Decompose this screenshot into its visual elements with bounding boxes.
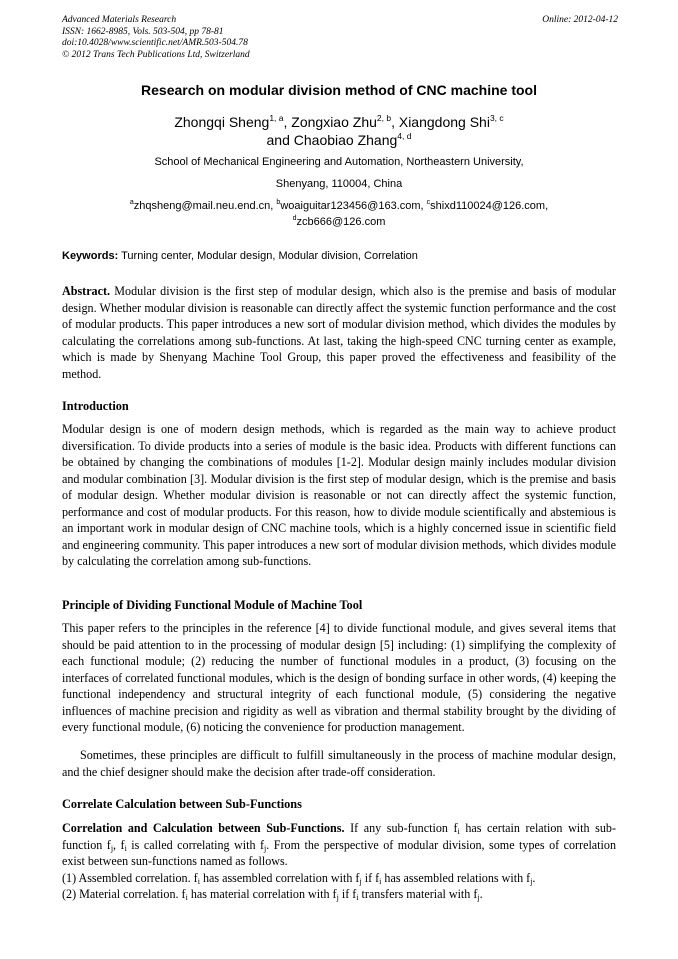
- text-run: is called correlating with f: [126, 837, 265, 852]
- author-list: [62, 113, 616, 149]
- subscript: i: [457, 827, 460, 836]
- subscript: j: [264, 843, 267, 853]
- abstract-label: Abstract.: [62, 284, 111, 298]
- section-heading-correlate: Correlate Calculation between Sub-Functions: [62, 797, 302, 811]
- subscript: i: [124, 843, 127, 853]
- author-email[interactable]: shixd110024@126.com,: [430, 200, 549, 212]
- author-affiliation-mark: 3, c: [489, 113, 504, 123]
- text-run: , f: [113, 837, 125, 852]
- journal-header: [62, 15, 618, 61]
- keywords-label: Keywords:: [62, 250, 119, 262]
- email-mark: d: [292, 215, 297, 222]
- author-name: Zongxiao Zhu: [291, 114, 377, 130]
- subscript: i: [379, 876, 382, 886]
- text-run: if f: [361, 870, 380, 885]
- principle-paragraph-2: Sometimes, these principles are difficult to fulfill simultaneously in the process of machine modular design, and the chief designer should make the decision after trade-off consideration.: [62, 748, 616, 779]
- abstract: [62, 283, 616, 382]
- text-run: .: [532, 870, 536, 885]
- paper-title: Research on modular division method of CNC machine tool: [141, 82, 537, 98]
- subscript: i: [185, 893, 188, 902]
- copyright-line: © 2012 Trans Tech Publications Ltd, Switzerland: [62, 49, 250, 60]
- journal-name: Advanced Materials Research: [62, 15, 177, 25]
- text-run: .: [479, 887, 483, 901]
- text-run: . From the perspective of modular division, some types of correlation exist between sun-functions named as follows.: [62, 837, 616, 868]
- list-item-assembled: (1) Assembled correlation. f: [62, 870, 198, 885]
- author-email[interactable]: zcb666@126.com: [296, 216, 386, 228]
- author-name: Zhongqi Sheng: [174, 114, 270, 130]
- author-separator: ,: [391, 114, 399, 130]
- doi-line: doi:10.4028/www.scientific.net/AMR.503-504.78: [62, 38, 248, 48]
- subsection-lead: Correlation and Calculation between Sub-Functions.: [62, 821, 345, 835]
- subscript: i: [197, 876, 200, 886]
- text-run: has assembled relations with f: [381, 870, 531, 885]
- online-date: Online: 2012-04-12: [542, 15, 618, 25]
- email-mark: a: [129, 199, 134, 206]
- list-item-material: (2) Material correlation. f: [62, 887, 186, 901]
- correlate-paragraph: [62, 820, 616, 903]
- subscript: j: [359, 876, 362, 886]
- keywords-text: Turning center, Modular design, Modular division, Correlation: [118, 250, 418, 262]
- introduction-paragraph: Modular design is one of modern design methods, which is regarded as the main way to achieve product diversification. To divide products into a series of module is the basic idea. Products with different functions can be obtained by changing the combinations of modules [1-2]. Modular design mainly includes modular division and modular combination [3]. Modular division is the first step of modular design, which is the premise and basis of modular design. Whether modular division is reasonable or not can directly affect the systemic function, performance and cost of modular products. For this reason, how to divide module scientifically and abstemious is an important work in modular design of CNC machine tools, which is a highly concerned issue in scientific field and engineering community. This paper introduces a new sort of modular division methods, which divides module by calculating the correlation among sub-functions.: [62, 422, 616, 568]
- author-conjunction: and: [266, 132, 294, 148]
- text-run: has assembled correlation with f: [199, 870, 360, 885]
- issn-line: ISSN: 1662-8985, Vols. 503-504, pp 78-81: [62, 26, 224, 37]
- text-run: if f: [338, 887, 357, 901]
- author-email[interactable]: zhqsheng@mail.neu.end.cn,: [133, 200, 277, 212]
- subscript: j: [530, 876, 533, 886]
- author-email[interactable]: woaiguitar123456@163.com,: [280, 200, 427, 212]
- affiliation-line-1: School of Mechanical Engineering and Automation, Northeastern University,: [154, 156, 524, 168]
- text-run: transfers material with f: [358, 887, 478, 901]
- author-affiliation-mark: 1, a: [269, 113, 284, 123]
- text-run: has material correlation with f: [187, 887, 337, 901]
- text-run: If any sub-function f: [344, 821, 458, 835]
- author-name: Xiangdong Shi: [398, 114, 490, 130]
- principle-paragraph-1: This paper refers to the principles in the reference [4] to divide functional module, and gives several items that should be paid attention to in the processing of modular design [5] including: (1) simplifying the complexity of each functional module; (2) reducing the number of functional modules in a product, (3) focusing on the interfaces of correlated functional modules, which is the design of bonding surface in other words, (4) keeping the functional independency and structural integrity of each functional module, (5) considering the negative influences of machine precision and rigidity as well as vibration and thermal stability brought by the dividing of every functional module, (6) noticing the convenience for production management.: [62, 621, 616, 734]
- subscript: i: [356, 893, 359, 902]
- subscript: j: [336, 893, 339, 902]
- section-heading-introduction: Introduction: [62, 399, 129, 413]
- section-heading-principle: Principle of Dividing Functional Module of Machine Tool: [62, 598, 363, 612]
- abstract-text: Modular division is the first step of modular design, which also is the premise and basis of modular design. Whether modular division is reasonable can directly affect the systemic function performance and the cost of modular products. This paper introduces a new sort of modular division method, which divides the modules by calculating the correlations among sub-functions. At last, taking the high-speed CNC turning center as example, which is made by Shenyang Machine Tool Group, this paper proved the effectiveness and feasibility of the method.: [62, 284, 616, 381]
- author-separator: ,: [283, 114, 292, 130]
- author-name: Chaobiao Zhang: [293, 132, 398, 148]
- email-mark: b: [276, 199, 281, 206]
- text-run: has certain relation with sub-function f: [62, 821, 616, 852]
- subscript: j: [477, 893, 480, 902]
- author-affiliation-mark: 2, b: [376, 113, 392, 123]
- affiliation-line-2: Shenyang, 110004, China: [275, 178, 403, 190]
- author-emails: [62, 198, 616, 230]
- subscript: j: [110, 843, 114, 853]
- keywords: [62, 250, 616, 262]
- author-affiliation-mark: 4, d: [397, 131, 412, 141]
- email-mark: c: [426, 199, 431, 206]
